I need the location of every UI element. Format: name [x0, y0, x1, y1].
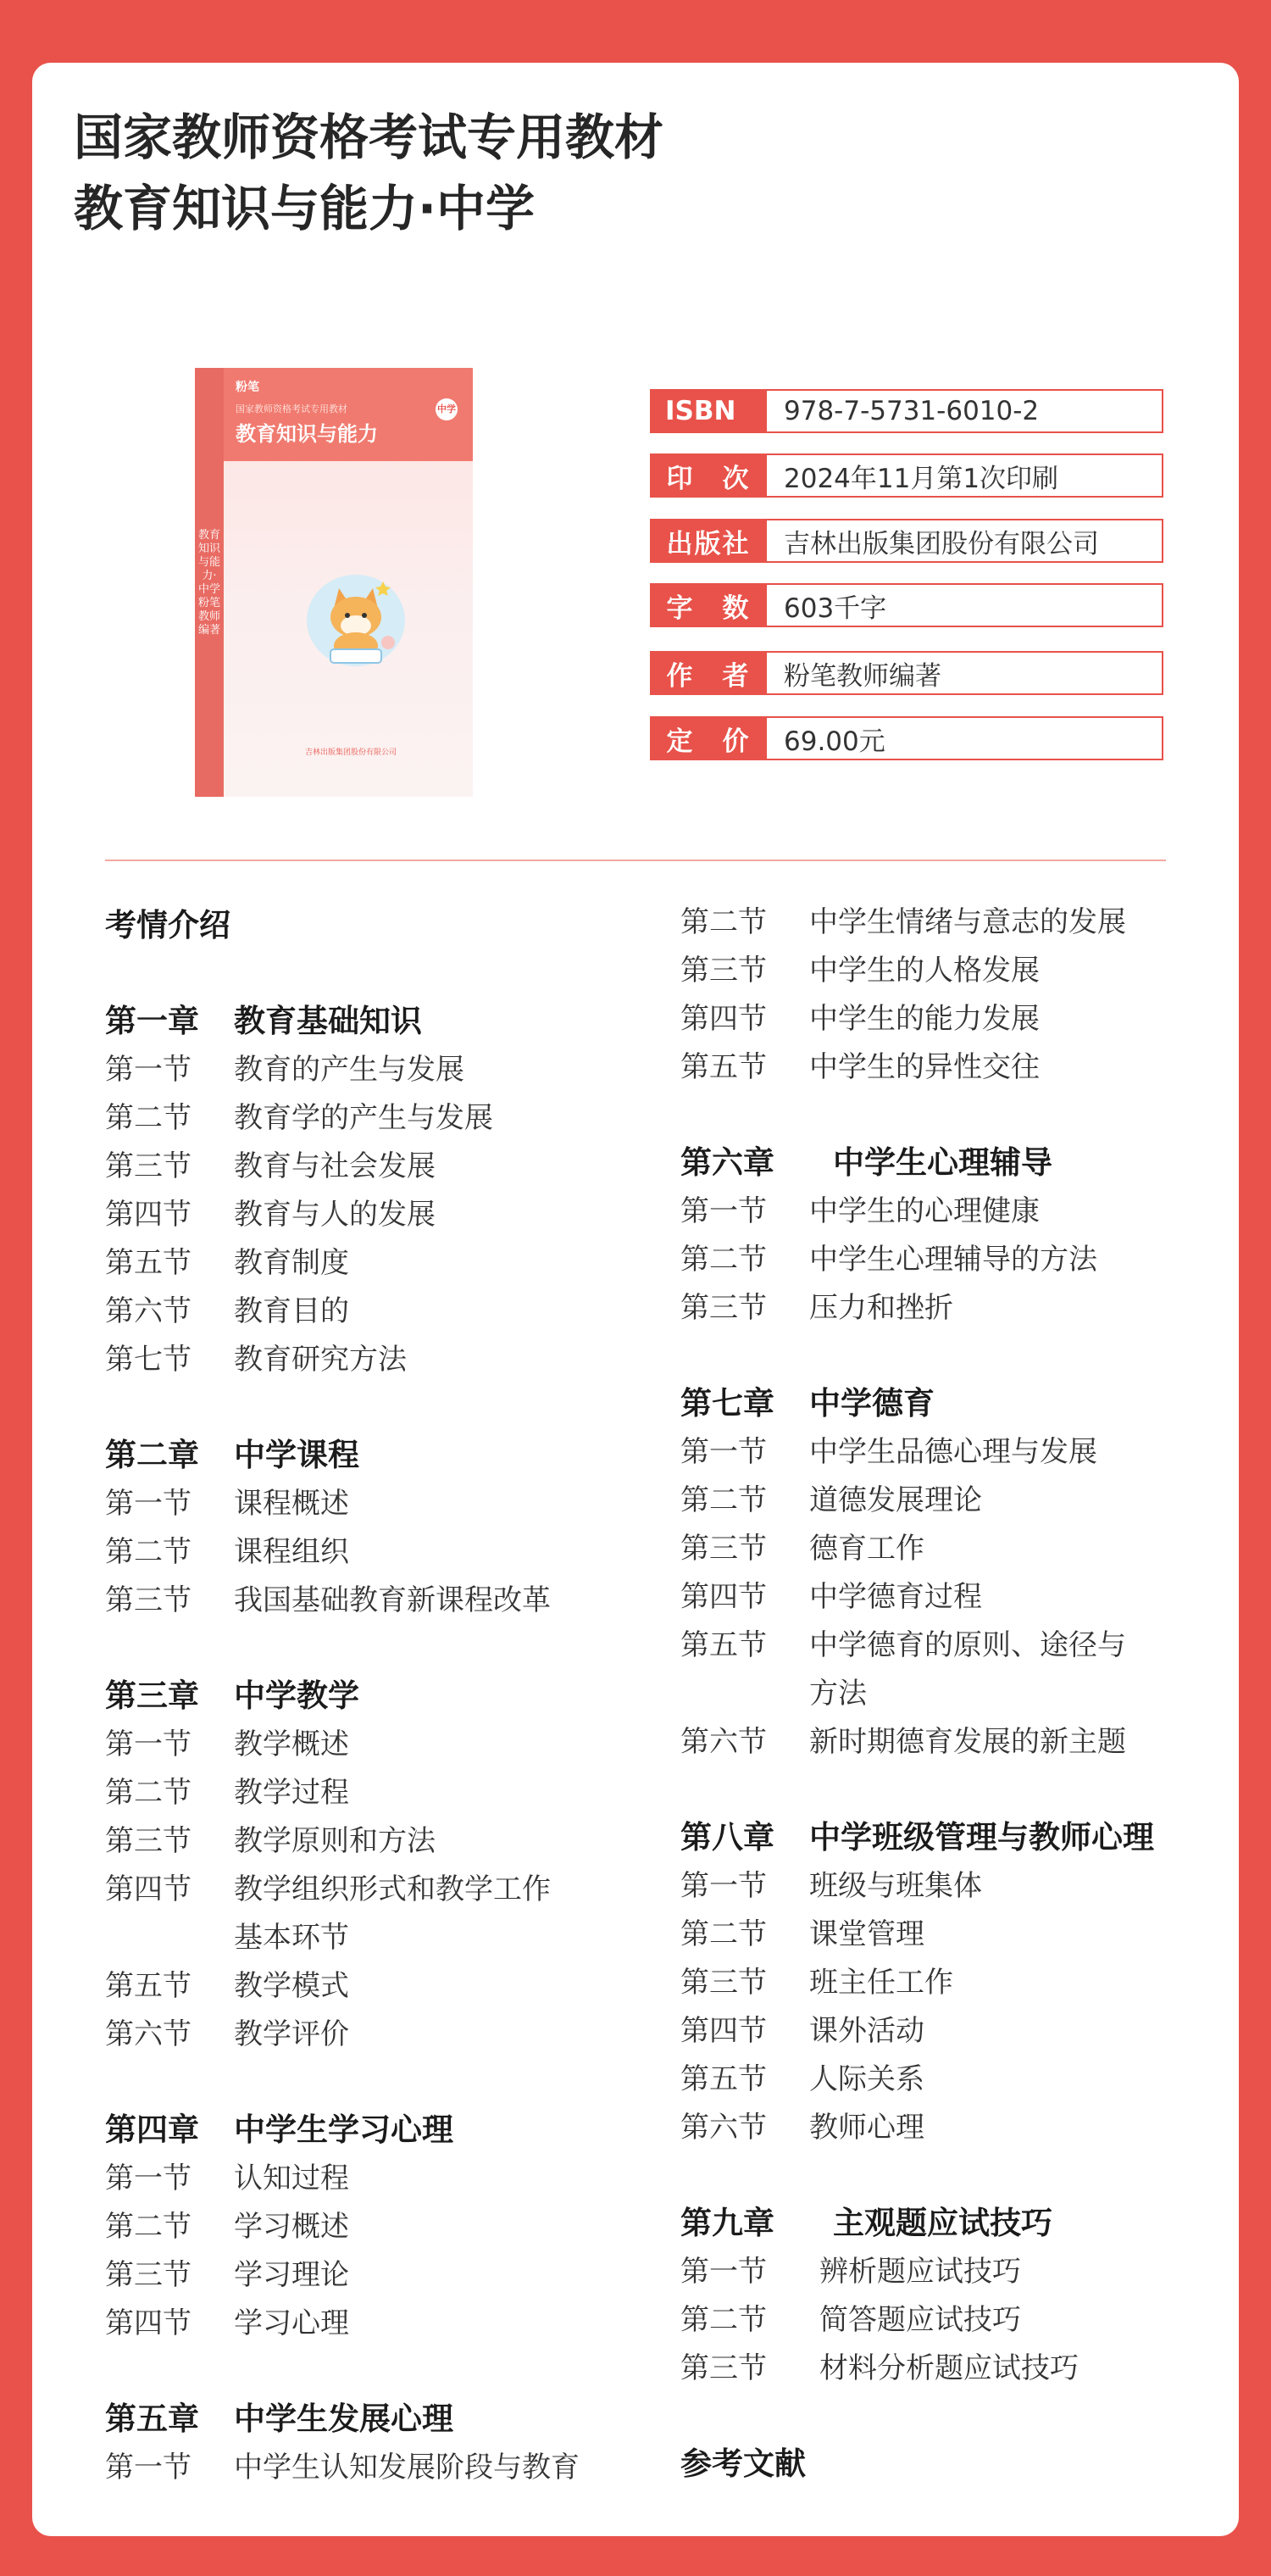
toc-number: 第一节: [680, 1194, 767, 1228]
toc-number: 第三节: [105, 2258, 191, 2292]
book-front: [224, 368, 473, 797]
toc-title: 认知过程: [234, 2162, 349, 2195]
toc-number: 第二节: [680, 905, 767, 939]
book-spine: [195, 368, 224, 797]
info-label: ISBN: [650, 389, 767, 433]
toc-number: 第七章: [680, 1385, 774, 1422]
toc-heading: 参考文献: [680, 2445, 806, 2482]
book-publisher: 吉林出版集团股份有限公司: [304, 748, 397, 757]
toc-title: 教师心理: [809, 2111, 924, 2145]
toc-title: 中学生心理辅导的方法: [809, 1243, 1097, 1277]
toc-number: 第三章: [105, 1677, 199, 1714]
info-row-author: [650, 651, 1163, 695]
toc-title: 中学生的能力发展: [809, 1002, 1040, 1036]
info-row-wordcount: [650, 583, 1163, 627]
toc-number: 第二节: [105, 1101, 191, 1135]
toc-title: 德育工作: [809, 1532, 924, 1566]
info-value: 粉笔教师编著: [767, 651, 1163, 695]
toc-title: 辨析题应试技巧: [819, 2255, 1021, 2289]
toc-title: 班主任工作: [809, 1966, 953, 2000]
info-value: 69.00元: [767, 716, 1163, 760]
info-value: 2024年11月第1次印刷: [767, 453, 1163, 498]
toc-title: 学习理论: [234, 2258, 349, 2292]
toc-title: 班级与班集体: [809, 1869, 982, 1903]
toc-number: 第一节: [680, 1435, 767, 1469]
toc-title: 方法: [809, 1677, 867, 1711]
toc-title: 中学生的心理健康: [809, 1194, 1040, 1228]
toc-title: 中学教学: [234, 1677, 359, 1714]
toc-title: 教育基础知识: [234, 1003, 422, 1039]
info-value: 978-7-5731-6010-2: [767, 389, 1163, 433]
book-front-header: [224, 368, 473, 461]
toc-number: 第一节: [105, 2451, 191, 2484]
info-row-isbn: [650, 389, 1163, 433]
toc-title: 教育的产生与发展: [234, 1053, 464, 1087]
toc-title: 中学生品德心理与发展: [809, 1435, 1097, 1469]
toc-number: 第三节: [680, 1532, 767, 1566]
toc-number: 第五节: [105, 1246, 191, 1280]
toc-number: 第三节: [680, 1966, 767, 2000]
toc-number: 第三节: [680, 1291, 767, 1325]
toc-number: 第五节: [680, 1050, 767, 1084]
info-value: 吉林出版集团股份有限公司: [767, 519, 1163, 563]
book-logo: 粉笔: [236, 381, 259, 394]
toc-number: 第六章: [680, 1144, 774, 1181]
book-badge: 中学: [436, 398, 458, 420]
section-divider: [105, 860, 1166, 861]
toc-title: 课堂管理: [809, 1917, 924, 1951]
toc-title: 教育与人的发展: [234, 1198, 436, 1232]
toc-number: 第二节: [680, 2303, 767, 2337]
toc-title: 基本环节: [234, 1921, 349, 1955]
toc-number: 第六节: [680, 2111, 767, 2145]
toc-title: 教育目的: [234, 1294, 349, 1328]
toc-number: 第五节: [105, 1969, 191, 2003]
toc-title: 课程组织: [234, 1535, 349, 1569]
toc-title: 教学概述: [234, 1728, 349, 1761]
toc-title: 学习心理: [234, 2306, 349, 2340]
toc-title: 人际关系: [809, 2062, 924, 2096]
toc-number: 第一节: [680, 2255, 767, 2289]
toc-title: 中学生发展心理: [234, 2401, 453, 2437]
toc-number: 第二节: [680, 1483, 767, 1517]
book-name: 教育知识与能力: [236, 422, 378, 446]
toc-number: 第四节: [680, 1002, 767, 1036]
toc-number: 第二节: [680, 1917, 767, 1951]
toc-number: 第一节: [105, 1053, 191, 1087]
toc-number: 第六节: [105, 1294, 191, 1328]
toc-title: 我国基础教育新课程改革: [234, 1583, 551, 1617]
toc-title: 中学德育的原则、途径与: [809, 1628, 1126, 1662]
toc-number: 第三节: [105, 1824, 191, 1858]
page-title: [74, 102, 663, 244]
toc-title: 简答题应试技巧: [819, 2303, 1021, 2337]
toc-number: 第四章: [105, 2111, 199, 2148]
toc-number: 第三节: [680, 954, 767, 988]
toc-title: 中学生心理辅导: [833, 1144, 1052, 1181]
info-label: 字 数: [650, 583, 767, 627]
toc-title: 中学生认知发展阶段与教育: [234, 2451, 580, 2484]
fox-mascot-icon: [305, 565, 407, 675]
toc-number: 第一章: [105, 1003, 199, 1039]
toc-number: 第五章: [105, 2401, 199, 2437]
toc-number: 第一节: [680, 1869, 767, 1903]
toc-number: 第六节: [680, 1725, 767, 1759]
info-label: 定 价: [650, 716, 767, 760]
toc-number: 第八章: [680, 1819, 774, 1855]
toc-title: 教学评价: [234, 2017, 349, 2051]
toc-title: 教学过程: [234, 1776, 349, 1810]
toc-title: 道德发展理论: [809, 1483, 982, 1517]
toc-title: 中学生的人格发展: [809, 954, 1040, 988]
info-value: 603千字: [767, 583, 1163, 627]
toc-title: 中学生情绪与意志的发展: [809, 905, 1126, 939]
info-row-print: [650, 453, 1163, 498]
info-label: 印 次: [650, 453, 767, 498]
toc-number: 第一节: [105, 2162, 191, 2195]
toc-number: 第四节: [105, 1872, 191, 1906]
toc-title: 中学德育过程: [809, 1580, 982, 1614]
toc-number: 第四节: [105, 1198, 191, 1232]
toc-title: 教育学的产生与发展: [234, 1101, 493, 1135]
toc-title: 课程概述: [234, 1487, 349, 1521]
book-series: 国家教师资格考试专用教材: [236, 403, 347, 414]
toc-number: 第二节: [105, 1776, 191, 1810]
toc-number: 第五节: [680, 1628, 767, 1662]
toc-number: 第三节: [680, 2351, 767, 2385]
toc-title: 教学模式: [234, 1969, 349, 2003]
toc-number: 第二章: [105, 1437, 199, 1473]
toc-title: 教育制度: [234, 1246, 349, 1280]
toc-number: 第一节: [105, 1487, 191, 1521]
toc-number: 第一节: [105, 1728, 191, 1761]
info-label: 出版社: [650, 519, 767, 563]
toc-number: 第五节: [680, 2062, 767, 2096]
toc-number: 第四节: [680, 2014, 767, 2048]
toc-title: 中学生的异性交往: [809, 1050, 1040, 1084]
toc-title: 教育研究方法: [234, 1343, 407, 1377]
toc-title: 中学生学习心理: [234, 2111, 453, 2148]
toc-title: 中学班级管理与教师心理: [809, 1819, 1154, 1855]
info-row-price: [650, 716, 1163, 760]
info-row-publisher: [650, 519, 1163, 563]
toc-title: 主观题应试技巧: [833, 2205, 1052, 2241]
toc-title: 压力和挫折: [809, 1291, 953, 1325]
toc-title: 教学组织形式和教学工作: [234, 1872, 551, 1906]
toc-title: 教育与社会发展: [234, 1149, 436, 1183]
toc-number: 第九章: [680, 2205, 774, 2241]
book-spine-text: 教育知识与能力·中学 粉笔教师编著: [197, 529, 220, 637]
toc-heading: 考情介绍: [105, 907, 230, 943]
toc-number: 第七节: [105, 1343, 191, 1377]
toc-number: 第二节: [105, 1535, 191, 1569]
title-line-2: 教育知识与能力·中学: [74, 180, 536, 237]
toc-title: 新时期德育发展的新主题: [809, 1725, 1126, 1759]
title-line-1: 国家教师资格考试专用教材: [74, 108, 664, 166]
toc-number: 第六节: [105, 2017, 191, 2051]
book-cover-image: [195, 368, 473, 797]
toc-title: 中学课程: [234, 1437, 359, 1473]
toc-number: 第二节: [680, 1243, 767, 1277]
toc-title: 中学德育: [809, 1385, 935, 1422]
toc-number: 第四节: [680, 1580, 767, 1614]
toc-title: 材料分析题应试技巧: [819, 2351, 1079, 2385]
toc-number: 第三节: [105, 1149, 191, 1183]
toc-title: 教学原则和方法: [234, 1824, 436, 1858]
toc-number: 第三节: [105, 1583, 191, 1617]
info-label: 作 者: [650, 651, 767, 695]
toc-title: 课外活动: [809, 2014, 924, 2048]
toc-title: 学习概述: [234, 2210, 349, 2244]
toc-number: 第四节: [105, 2306, 191, 2340]
toc-number: 第二节: [105, 2210, 191, 2244]
